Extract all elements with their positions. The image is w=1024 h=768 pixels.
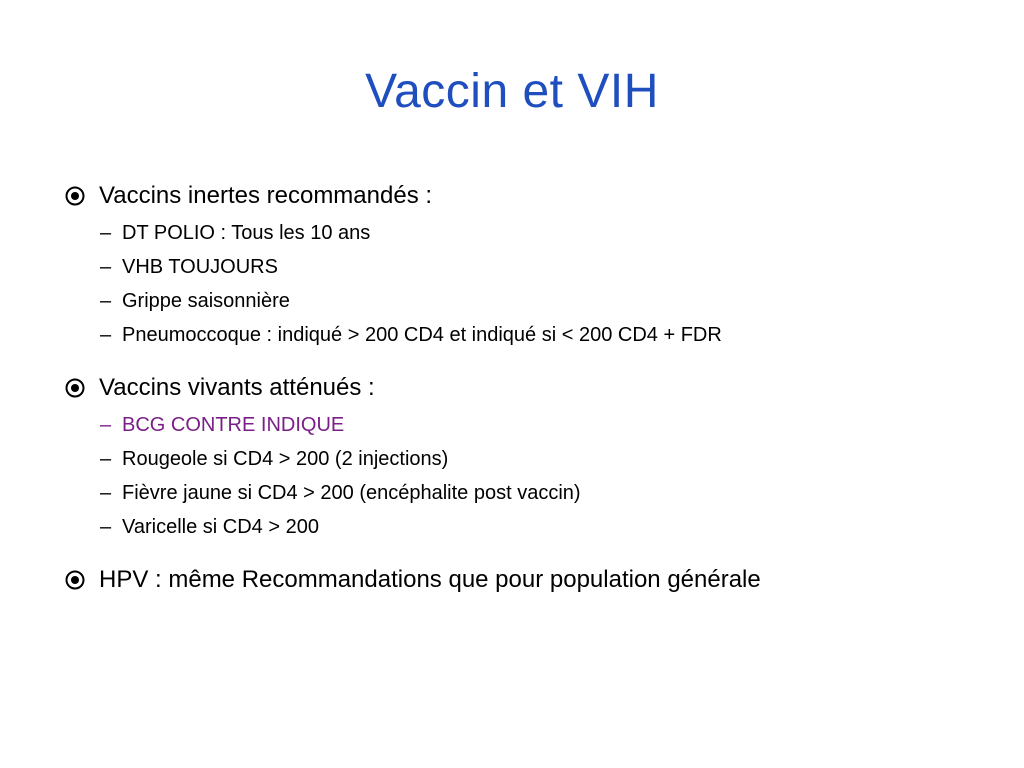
list-item bbox=[62, 476, 982, 510]
slide-content bbox=[62, 176, 982, 616]
dash-marker: – bbox=[100, 324, 112, 346]
list-item-text: Grippe saisonnière bbox=[122, 290, 290, 312]
bullet-row bbox=[62, 560, 982, 600]
section-inactivated-vaccines bbox=[62, 176, 982, 352]
list-item-text: BCG CONTRE INDIQUE bbox=[122, 414, 345, 436]
bullet-row bbox=[62, 176, 982, 216]
section-live-attenuated-vaccines bbox=[62, 368, 982, 544]
dash-marker: – bbox=[100, 256, 112, 278]
sub-list bbox=[62, 408, 982, 544]
list-item-text: Varicelle si CD4 > 200 bbox=[122, 516, 319, 538]
list-item bbox=[62, 510, 982, 544]
dash-marker: – bbox=[100, 448, 112, 470]
section-heading: HPV : même Recommandations que pour population générale bbox=[99, 566, 761, 593]
list-item bbox=[62, 216, 982, 250]
list-item bbox=[62, 318, 982, 352]
dash-marker: – bbox=[100, 290, 112, 312]
list-item bbox=[62, 442, 982, 476]
slide-title: Vaccin et VIH bbox=[365, 65, 659, 118]
circled-dot-icon bbox=[64, 569, 86, 591]
dash-marker: – bbox=[100, 414, 112, 436]
section-heading: Vaccins inertes recommandés : bbox=[99, 182, 433, 209]
circled-dot-icon bbox=[64, 377, 86, 399]
sub-list bbox=[62, 216, 982, 352]
list-item-text: DT POLIO : Tous les 10 ans bbox=[122, 222, 371, 244]
circled-dot-icon bbox=[64, 185, 86, 207]
section-hpv bbox=[62, 560, 982, 600]
dash-marker: – bbox=[100, 222, 112, 244]
section-heading: Vaccins vivants atténués : bbox=[99, 374, 375, 401]
list-item-text: Pneumoccoque : indiqué > 200 CD4 et indiqué si < 200 CD4 + FDR bbox=[122, 324, 722, 346]
list-item-highlighted bbox=[62, 408, 982, 442]
list-item-text: Rougeole si CD4 > 200 (2 injections) bbox=[122, 448, 449, 470]
list-item-text: VHB TOUJOURS bbox=[122, 256, 278, 278]
list-item bbox=[62, 284, 982, 318]
bullet-row bbox=[62, 368, 982, 408]
dash-marker: – bbox=[100, 482, 112, 504]
dash-marker: – bbox=[100, 516, 112, 538]
list-item-text: Fièvre jaune si CD4 > 200 (encéphalite post vaccin) bbox=[122, 482, 581, 504]
list-item bbox=[62, 250, 982, 284]
